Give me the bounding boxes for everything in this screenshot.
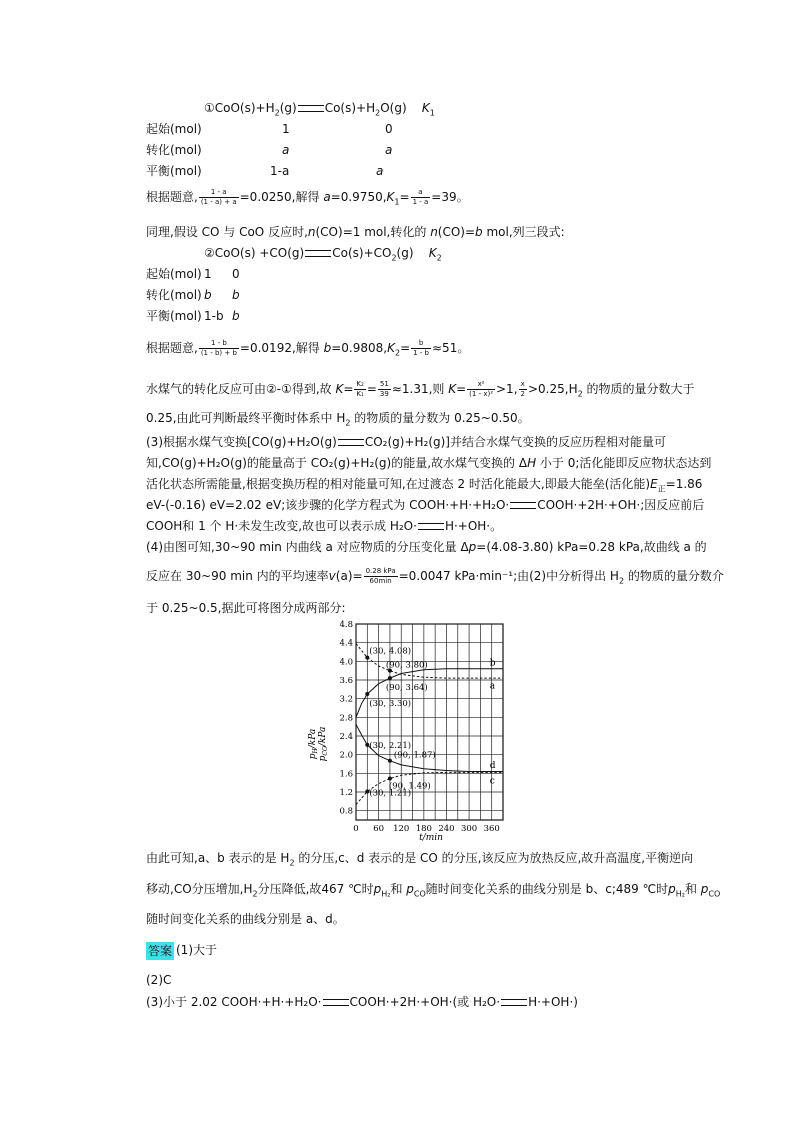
table-cell: 1 <box>282 122 290 136</box>
paragraph-5-line-5: COOH和 1 个 H·未发生改变,故也可以表示成 H₂O· H·+OH·。 <box>146 519 503 533</box>
paragraph-5-line-2: 知,CO(g)+H₂O(g)的能量高于 CO₂(g)+H₂(g)的能量,故水煤气变换的 ΔH 小于 0;活化能即反应物状态达到 <box>146 456 712 470</box>
paragraph-5-line-1: (3)根据水煤气变换[CO(g)+H₂O(g) CO₂(g)+H₂(g)]并结合水煤气变换的反应历程相对能量可 <box>146 435 666 449</box>
data-point <box>388 676 392 680</box>
x-tick-label: 120 <box>393 824 410 834</box>
svg-text:pCO/kPa: $p_{CO}$/kPa <box>318 726 329 762</box>
fraction: $\frac{1 - b}{(1 - b) + b}$ <box>200 339 237 357</box>
data-point <box>388 759 392 763</box>
table-cell: 1-b <box>204 309 224 323</box>
point-label: (30, 3.30) <box>369 699 412 709</box>
point-label: (30, 1.21) <box>369 788 412 799</box>
paragraph-6-line-3: 于 0.25~0.5,据此可将图分成两部分: <box>146 601 346 615</box>
paragraph-4-line-1: 水煤气的转化反应可由②-①得到,故 K= $\frac{\text{K₂}}{\text{K₁}}$ = $\frac{51}{39}$ ≈1.31,则 K= $\frac{\text{x²}}{\text{(1 - x)²}}$ >1, $\frac{x}{2}$ $>0.25,H_2$ 的物质的量分数大于 <box>146 380 695 399</box>
table-cell: 0 <box>232 267 240 281</box>
chart-series <box>356 644 503 805</box>
equilibrium-arrow-icon <box>305 250 331 257</box>
point-label: (90, 3.80) <box>385 660 428 671</box>
fraction: $\frac{b}{1 - b}$ <box>413 339 429 357</box>
point-label: (90, 3.64) <box>385 683 428 694</box>
table-cell: b <box>232 288 240 302</box>
y-tick-label: 3.2 <box>339 694 353 705</box>
x-axis-label: t/min <box>419 833 443 843</box>
table-cell: a <box>282 143 290 157</box>
data-point <box>365 692 369 696</box>
y-tick-label: 2.0 <box>339 750 353 761</box>
table-row-label: 起始(mol) <box>146 122 202 136</box>
arrow-icon <box>418 523 444 530</box>
y-tick-label: 0.8 <box>339 806 353 817</box>
fraction: $\frac{a}{1 - a}$ <box>412 188 429 206</box>
fraction: $\frac{51}{39}$ <box>379 380 389 398</box>
point-label: (30, 4.08) <box>369 646 412 657</box>
x-tick-label: 0 <box>353 824 359 834</box>
chart-ticks <box>339 620 499 834</box>
y-tick-label: 2.4 <box>339 732 353 742</box>
reaction-2: ②CoO(s) +CO(g) $Co(s)+CO_2(g)$ $K_2$ <box>204 246 442 263</box>
answer-badge: 答案 <box>148 944 173 958</box>
point-label: (90, 1.87) <box>393 750 436 761</box>
table-row-label: 转化(mol) <box>146 288 202 302</box>
fraction: $\frac{\text{x²}}{\text{(1 - x)²}}$ <box>469 380 493 398</box>
equilibrium-arrow-icon <box>298 105 324 112</box>
x-tick-label: 240 <box>438 824 455 834</box>
y-tick-label: 2.8 <box>339 713 353 724</box>
paragraph-5-line-3: 活化状态所需能量,根据变换历程的相对能量可知,在过渡态 2 时活化能最大,即最大能垒(活化能)$E_正=1.86$ <box>146 477 703 494</box>
series-label-a: a <box>489 681 496 692</box>
paragraph-1: 根据题意, $\frac{1 - a}{(1 - a) + a}$ =0.0250,解得 $a=0.9750,K_1=$ $\frac{a}{1 - a}$ =39。 <box>146 188 469 207</box>
answer-1: (1)大于 <box>176 943 217 957</box>
series-label-c: c <box>489 776 495 787</box>
equilibrium-arrow-icon <box>338 439 364 446</box>
pressure-time-chart <box>298 614 518 844</box>
reaction-1: $①CoO(s)+H_2(g)$ $Co(s)+H_2O(g)$ $K_1$ <box>204 101 435 118</box>
x-tick-label: 180 <box>415 824 432 834</box>
y-tick-label: 1.6 <box>339 769 353 780</box>
fraction: $\frac{x}{2}$ <box>520 380 525 398</box>
y-tick-label: 4.8 <box>339 620 353 630</box>
paragraph-2: 同理,假设 CO 与 CoO 反应时,n(CO)=1 mol,转化的 n(CO)=b mol,列三段式: <box>146 225 565 239</box>
y-tick-label: 4.4 <box>339 638 353 649</box>
paragraph-7-line-2: 移动,CO分压增加$,H_2$分压降低,故467 ℃时$p_{H_2}$和 $p_{CO}$随时间变化关系的曲线分别是 b、c;489 ℃时$p_{H_2}$和 $p_{CO}$ <box>146 882 721 899</box>
arrow-icon <box>510 502 536 509</box>
x-tick-label: 60 <box>373 824 385 834</box>
series-label-b: b <box>489 658 496 669</box>
series-label-d: d <box>489 760 496 771</box>
y-tick-label: 4.0 <box>339 657 353 668</box>
table-cell: 1-a <box>270 164 290 178</box>
paragraph-4-line-2: 0.25,由此可判断最终平衡时体系中 $H_2$ 的物质的量分数为 0.25~0.50。 <box>146 411 530 428</box>
paragraph-7-line-3: 随时间变化关系的曲线分别是 a、d。 <box>146 912 345 926</box>
x-tick-label: 360 <box>483 824 500 834</box>
table-cell: b <box>232 309 240 323</box>
x-tick-label: 300 <box>460 824 478 834</box>
table-row-label: 平衡(mol) <box>146 164 202 178</box>
table-cell: 1 <box>204 267 212 281</box>
paragraph-5-line-4: eV-(-0.16) eV=2.02 eV;该步骤的化学方程式为 COOH·+H·+H₂O· COOH·+2H·+OH·;因反应前后 <box>146 498 705 512</box>
fraction: $\frac{\text{K₂}}{\text{K₁}}$ <box>356 380 364 398</box>
fraction: $\frac{\text{0.28 kPa}}{60\min}$ <box>365 567 396 585</box>
point-label: (30, 2.21) <box>369 740 412 751</box>
paragraph-6-line-1: (4)由图可知,30~90 min 内曲线 a 对应物质的分压变化量 Δp=(4.08-3.80) kPa=0.28 kPa,故曲线 a 的 <box>146 540 707 554</box>
paragraph-6-line-2: 反应在 30~90 min 内的平均速率v(a)= $\frac{\text{0.28 kPa}}{60\min}$ =0.0047 kPa·min⁻¹;由(2)中分析得出 $H_2$ 的物质的量分数介 <box>146 567 724 586</box>
y-tick-label: 3.6 <box>339 676 353 686</box>
svg-text:pH/kPa: $p_H$/kPa <box>308 728 319 760</box>
table-cell: 0 <box>385 122 393 136</box>
table-row-label: 起始(mol) <box>146 267 202 281</box>
series-line-b <box>356 669 503 718</box>
answer-2: (2)C <box>146 973 172 987</box>
y-tick-label: 1.2 <box>339 788 353 798</box>
fraction: $\frac{1 - a}{(1 - a) + a}$ <box>200 188 237 206</box>
arrow-icon <box>501 999 527 1006</box>
table-cell: a <box>376 164 384 178</box>
data-point <box>388 776 392 780</box>
paragraph-3: 根据题意, $\frac{1 - b}{(1 - b) + b}$ =0.0192,解得 $b=0.9808,K_2=$ $\frac{b}{1 - b}$ ≈51。 <box>146 339 470 358</box>
table-row-label: 转化(mol) <box>146 143 202 157</box>
y-axis-label <box>308 727 329 762</box>
paragraph-7-line-1: 由此可知,a、b 表示的是 $H_2$ 的分压,c、d 表示的是 CO 的分压,该反应为放热反应,故升高温度,平衡逆向 <box>146 851 694 868</box>
table-row-label: 平衡(mol) <box>146 309 202 323</box>
table-cell: a <box>385 143 393 157</box>
arrow-icon <box>323 999 349 1006</box>
table-cell: b <box>204 288 212 302</box>
answer-3: (3)小于 2.02 COOH·+H·+H₂O· COOH·+2H·+OH·(或 H₂O· H·+OH·) <box>146 995 578 1009</box>
point-label: (90, 1.49) <box>388 781 431 792</box>
